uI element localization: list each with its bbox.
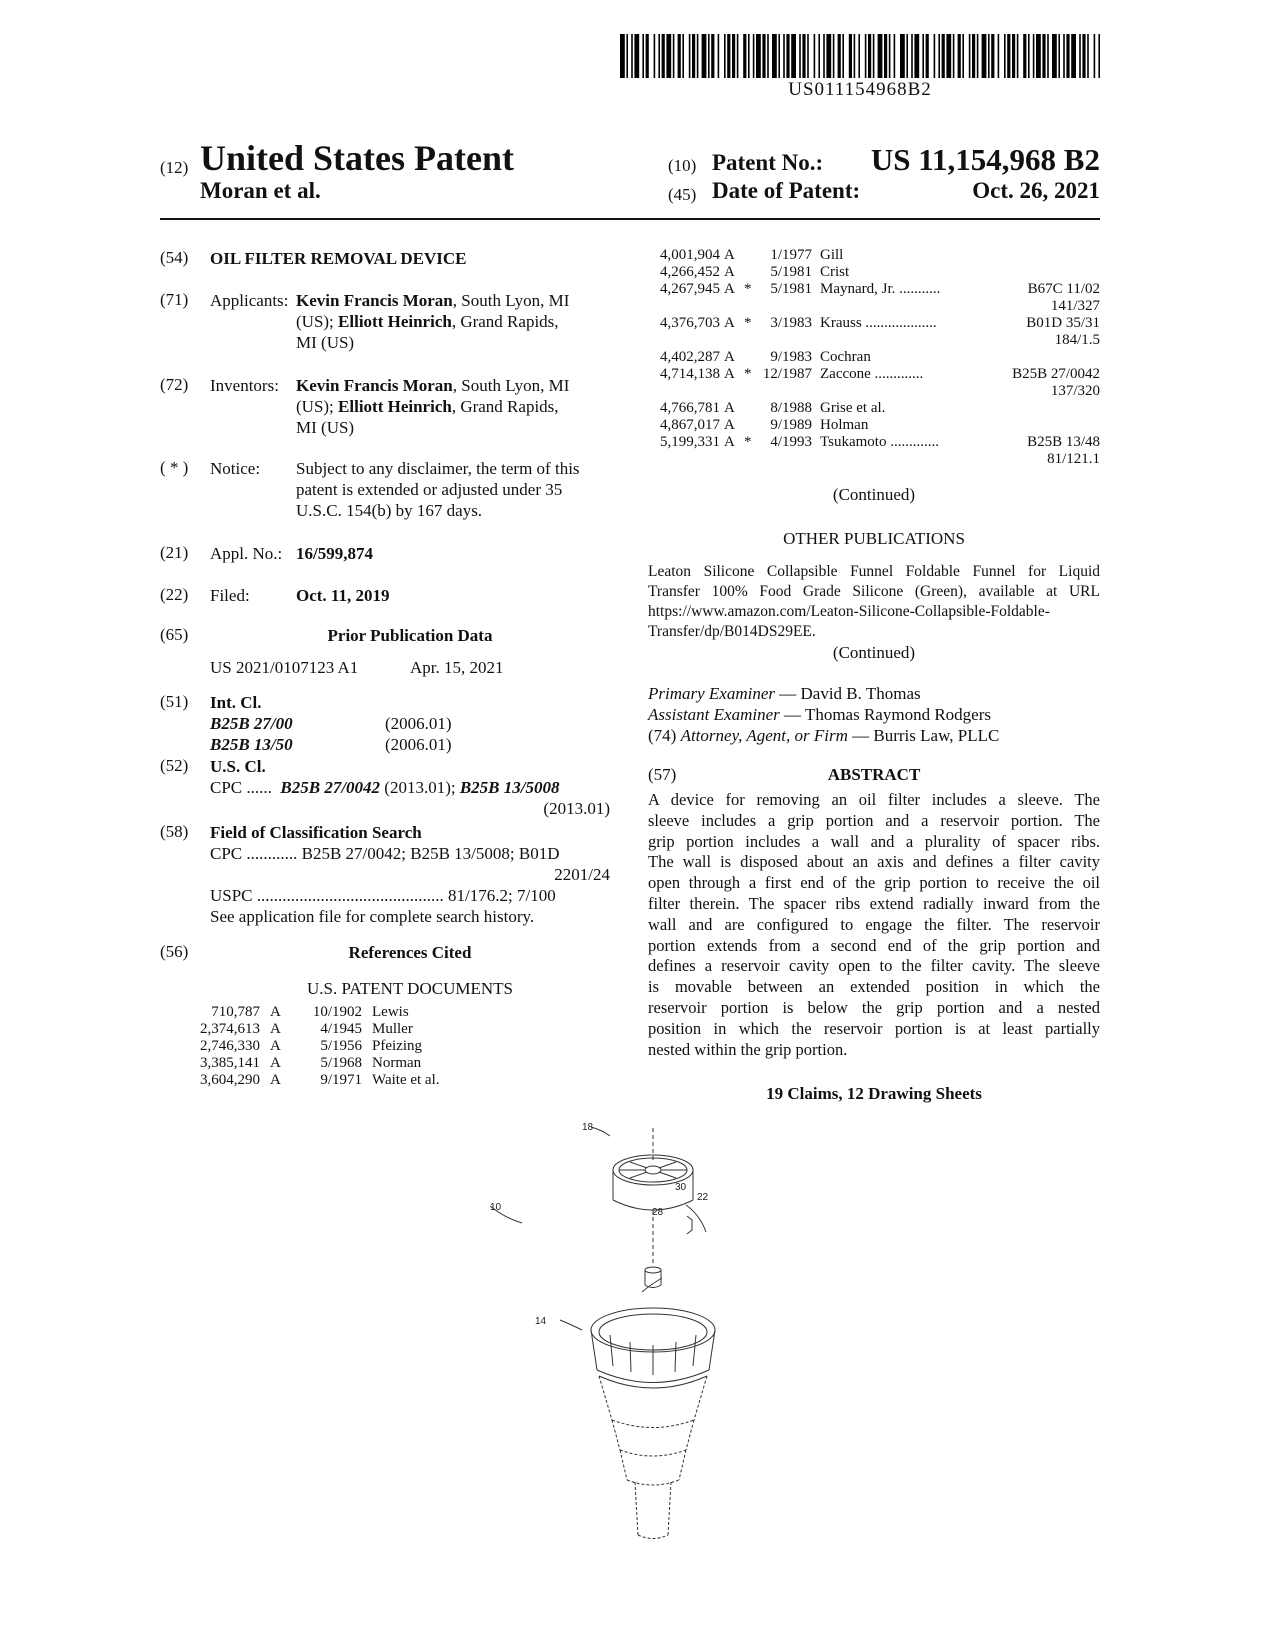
- barcode-bar: [849, 34, 852, 78]
- references-heading: References Cited: [348, 943, 472, 962]
- ref-name: Cochran: [820, 349, 871, 365]
- abstract-line: A device for removing an oil filter includes a sleeve. The: [648, 790, 1100, 809]
- barcode-bar: [620, 34, 625, 78]
- barcode-bar: [814, 34, 816, 78]
- ref-name: Grise et al.: [820, 400, 886, 416]
- ref-date: 5/1981: [770, 264, 812, 280]
- authors: Moran et al.: [200, 178, 321, 203]
- ref-name: Krauss ...................: [820, 315, 937, 331]
- leader-14: [560, 1320, 582, 1330]
- barcode-bar: [972, 34, 975, 78]
- field-search-uspc: USPC ............................................ 81/176.2; 7/100: [210, 886, 556, 905]
- abstract-line: filter therein. The spacer ribs extend radially inward from the: [648, 893, 1100, 913]
- ref-kind: A: [724, 264, 735, 280]
- barcode-bar: [1087, 34, 1089, 78]
- code-72: (72): [160, 375, 189, 394]
- ref-class-2: 81/121.1: [1047, 451, 1100, 467]
- barcode-bar: [727, 34, 730, 78]
- us-cl-cpc-date: (2013.01): [543, 799, 610, 818]
- barcode-bar: [1082, 34, 1085, 78]
- ref-name: Gill: [820, 247, 844, 263]
- ref-number: 3,604,290: [200, 1072, 260, 1088]
- int-cl-1-date: (2006.01): [385, 714, 452, 733]
- barcode-bar: [711, 34, 714, 78]
- abstract-line: position in which the reservoir portion is at least partially: [648, 1018, 1100, 1038]
- ref-kind: A: [724, 434, 735, 450]
- notice-text: Subject to any disclaimer, the term of this patent is extended or adjusted under 35 U.S.C. 154(b) by 167 days.: [296, 459, 580, 520]
- ref-class: B25B 13/48: [1027, 434, 1100, 450]
- barcode-bar: [938, 34, 940, 78]
- barcode-bar: [977, 34, 979, 78]
- ref-kind: A: [724, 349, 735, 365]
- other-pub-text: Leaton Silicone Collapsible Funnel Foldable Funnel for Liquid Transfer 100% Food Grade Silicone (Green), available at URL https://www.amazon.com/Leaton-Silicone-Collapsible-Foldable- Transfer/dp/B014DS29EE.: [648, 563, 1100, 640]
- ref-class: B25B 27/0042: [1012, 366, 1100, 382]
- code-57: (57): [648, 765, 677, 784]
- ref-class-2: 184/1.5: [1054, 332, 1100, 348]
- inventors-value: Kevin Francis Moran, South Lyon, MI (US); Elliott Heinrich, Grand Rapids, MI (US): [296, 376, 570, 437]
- assistant-examiner: Assistant Examiner — Thomas Raymond Rodgers: [648, 705, 991, 724]
- attorney: (74) Attorney, Agent, or Firm — Burris Law, PLLC: [648, 726, 1000, 745]
- appl-no-value: 16/599,874: [296, 544, 373, 563]
- patent-number: US 11,154,968 B2: [870, 142, 1100, 177]
- reference-row: [190, 1072, 610, 1089]
- barcode-bar: [914, 34, 919, 78]
- code-51: (51): [160, 692, 189, 711]
- ref-number: 4,267,945: [660, 281, 720, 297]
- reference-row: [648, 434, 1100, 468]
- barcode-bar: [1007, 34, 1010, 78]
- barcode-bar: [791, 34, 796, 78]
- ref-number: 4,266,452: [660, 264, 720, 280]
- ref-date: 5/1968: [320, 1055, 362, 1071]
- reference-row: [648, 366, 1100, 400]
- ref-number: 4,001,904: [660, 247, 720, 263]
- abstract-line: wall and are configured to engage the filter. The reservoir: [648, 914, 1100, 934]
- reference-row: [648, 247, 1100, 264]
- ref-name: Zaccone .............: [820, 366, 924, 382]
- barcode-bar: [922, 34, 924, 78]
- leader-30: [686, 1205, 706, 1232]
- ref-date: 8/1988: [770, 400, 812, 416]
- abstract-line: grip portion includes a wall and a plurality of spacer ribs.: [648, 831, 1100, 851]
- barcode-bar: [823, 34, 825, 78]
- ref-name: Maynard, Jr. ...........: [820, 281, 941, 297]
- ref-class-2: 141/327: [1050, 298, 1100, 314]
- barcode-bar: [799, 34, 801, 78]
- continued-refs: (Continued): [832, 485, 916, 504]
- barcode-bar: [826, 34, 831, 78]
- int-cl-1: B25B 27/00: [210, 714, 293, 733]
- ref-name: Crist: [820, 264, 850, 280]
- code-notice: ( * ): [160, 458, 189, 477]
- label-22: 22: [697, 1192, 709, 1203]
- field-search-cpc-2: 2201/24: [554, 865, 610, 884]
- ref-name: Tsukamoto .............: [820, 434, 939, 450]
- barcode-bar: [673, 34, 675, 78]
- date-label: Date of Patent:: [712, 178, 861, 203]
- barcode-bar: [865, 34, 867, 78]
- ref-name: Waite et al.: [372, 1072, 440, 1088]
- patent-drawing: [490, 1120, 790, 1560]
- int-cl-2-date: (2006.01): [385, 735, 452, 754]
- barcode-bar: [991, 34, 994, 78]
- label-30: 30: [675, 1182, 687, 1193]
- barcode-bar: [646, 34, 649, 78]
- barcode-bar: [1052, 34, 1057, 78]
- invention-title: OIL FILTER REMOVAL DEVICE: [210, 249, 467, 268]
- code-45: (45): [668, 185, 697, 204]
- barcode-number: US011154968B2: [788, 79, 932, 100]
- abstract-text: [648, 790, 1100, 1060]
- barcode-bar: [858, 34, 860, 78]
- barcode-bar: [1058, 34, 1060, 78]
- barcode-bar: [654, 34, 656, 78]
- patent-date: Oct. 26, 2021: [972, 178, 1100, 203]
- barcode-bar: [1071, 34, 1076, 78]
- abstract-line: open through a first end of the grip portion to receive the oil: [648, 873, 1100, 893]
- barcode-bar: [772, 34, 777, 78]
- barcode-bar: [1066, 34, 1069, 78]
- barcode-bar: [802, 34, 805, 78]
- us-cl-heading: U.S. Cl.: [210, 757, 266, 776]
- ref-star: *: [744, 366, 752, 382]
- ref-number: 4,867,017: [660, 417, 720, 433]
- barcode-bar: [724, 34, 726, 78]
- reference-row: [190, 1004, 610, 1021]
- code-22: (22): [160, 585, 189, 604]
- barcode-bar: [1042, 34, 1045, 78]
- barcode-bar: [953, 34, 955, 78]
- reservoir-sleeve: [599, 1376, 707, 1539]
- barcode-bar: [1098, 34, 1100, 78]
- claims-summary: 19 Claims, 12 Drawing Sheets: [766, 1084, 982, 1103]
- ref-date: 5/1956: [320, 1038, 362, 1054]
- barcode-bar: [906, 34, 908, 78]
- inventors-label: Inventors:: [210, 376, 279, 395]
- barcode-bar: [778, 34, 780, 78]
- other-pub-heading: OTHER PUBLICATIONS: [783, 529, 965, 548]
- barcode-bar: [1017, 34, 1019, 78]
- ref-date: 9/1983: [770, 349, 812, 365]
- ref-class: B67C 11/02: [1027, 281, 1100, 297]
- ref-number: 710,787: [211, 1004, 260, 1020]
- ref-date: 1/1977: [770, 247, 812, 263]
- ref-kind: A: [724, 247, 735, 263]
- grip-portion: [591, 1308, 715, 1388]
- reference-row: [648, 400, 1100, 417]
- barcode-bar: [743, 34, 746, 78]
- reference-row: [648, 417, 1100, 434]
- abstract-line: portion extends from a second end of the grip portion and: [648, 935, 1100, 955]
- ref-name: Muller: [372, 1021, 413, 1037]
- barcode-bar: [1023, 34, 1026, 78]
- barcode-bar: [958, 34, 961, 78]
- abstract-line: The wall is disposed about an axis and defines a filter cavity: [648, 852, 1100, 872]
- barcode-bar: [1012, 34, 1015, 78]
- label-10: 10: [490, 1202, 502, 1213]
- barcode-bar: [926, 34, 929, 78]
- barcode-bar: [1063, 34, 1065, 78]
- barcode-bar: [631, 34, 633, 78]
- barcode-bar: [1079, 34, 1081, 78]
- patent-heading: United States Patent: [200, 138, 514, 178]
- int-cl-heading: Int. Cl.: [210, 693, 262, 712]
- ref-kind: A: [270, 1038, 281, 1054]
- reference-row: [648, 281, 1100, 315]
- int-cl-2: B25B 13/50: [210, 735, 293, 754]
- code-10: (10): [668, 156, 697, 175]
- barcode-bar: [718, 34, 720, 78]
- barcode-bar: [783, 34, 785, 78]
- barcode-bar: [942, 34, 945, 78]
- barcode-bar: [753, 34, 755, 78]
- barcode-bar: [767, 34, 769, 78]
- barcode-bar: [833, 34, 835, 78]
- barcode-bar: [988, 34, 990, 78]
- plug-part: [645, 1267, 661, 1288]
- field-search-cpc: CPC ............ B25B 27/0042; B25B 13/5008; B01D: [210, 844, 560, 863]
- ref-number: 4,766,781: [660, 400, 720, 416]
- barcode-bar: [889, 34, 891, 78]
- abstract-line: nested within the grip portion.: [648, 1039, 848, 1059]
- barcode-bar: [884, 34, 887, 78]
- barcode-bar: [682, 34, 684, 78]
- barcode-bar: [692, 34, 695, 78]
- prior-pub-number: US 2021/0107123 A1: [210, 658, 359, 677]
- ref-class-2: 137/320: [1050, 383, 1100, 399]
- ref-number: 4,376,703: [660, 315, 720, 331]
- barcode-bar: [1028, 34, 1030, 78]
- barcode-bar: [998, 34, 1000, 78]
- ref-date: 3/1983: [770, 315, 812, 331]
- barcode-bar: [1047, 34, 1049, 78]
- us-cl-cpc: CPC ...... B25B 27/0042 (2013.01); B25B 13/5008: [210, 778, 560, 797]
- barcode: [620, 34, 1100, 78]
- ref-kind: A: [270, 1072, 281, 1088]
- ref-number: 3,385,141: [200, 1055, 260, 1071]
- barcode-bar: [756, 34, 761, 78]
- barcode-bar: [900, 34, 905, 78]
- reference-row: [648, 315, 1100, 349]
- ref-kind: A: [724, 400, 735, 416]
- ref-name: Pfeizing: [372, 1038, 422, 1054]
- ref-name: Lewis: [372, 1004, 409, 1020]
- ref-date: 9/1989: [770, 417, 812, 433]
- brace-22: [687, 1216, 692, 1234]
- ref-date: 4/1993: [770, 434, 812, 450]
- code-56: (56): [160, 942, 189, 961]
- primary-examiner: Primary Examiner — David B. Thomas: [648, 684, 921, 703]
- filed-value: Oct. 11, 2019: [296, 586, 390, 605]
- barcode-bar: [737, 34, 739, 78]
- ref-name: Holman: [820, 417, 869, 433]
- barcode-bar: [786, 34, 789, 78]
- barcode-bar: [748, 34, 750, 78]
- prior-pub-heading: Prior Publication Data: [327, 626, 493, 645]
- barcode-bar: [1036, 34, 1041, 78]
- abstract-line: reservoir portion is below the grip portion and a nested: [648, 997, 1100, 1017]
- ref-star: *: [744, 434, 752, 450]
- abstract-line: defines a reservoir cavity open to the filter cavity. The sleeve: [648, 956, 1100, 976]
- barcode-bar: [1033, 34, 1035, 78]
- ref-kind: A: [270, 1055, 281, 1071]
- applicants-value: Kevin Francis Moran, South Lyon, MI (US); Elliott Heinrich, Grand Rapids, MI (US): [296, 291, 570, 352]
- barcode-bar: [878, 34, 883, 78]
- barcode-bar: [873, 34, 875, 78]
- barcode-bar: [702, 34, 707, 78]
- abstract-line: is movable between an extended position in which the: [648, 977, 1100, 997]
- ref-date: 10/1902: [312, 1004, 362, 1020]
- barcode-bar: [732, 34, 735, 78]
- barcode-bar: [689, 34, 691, 78]
- filed-label: Filed:: [210, 586, 250, 605]
- continued-pubs: (Continued): [832, 643, 916, 662]
- ref-kind: A: [724, 315, 735, 331]
- barcode-bar: [818, 34, 820, 78]
- ref-number: 2,746,330: [200, 1038, 260, 1054]
- reference-row: [190, 1038, 610, 1055]
- label-18: 18: [582, 1122, 594, 1133]
- barcode-bar: [634, 34, 639, 78]
- ref-number: 5,199,331: [660, 434, 720, 450]
- ref-kind: A: [724, 366, 735, 382]
- barcode-bar: [762, 34, 765, 78]
- label-14: 14: [535, 1316, 547, 1327]
- header-rule: [160, 218, 1100, 220]
- field-search-heading: Field of Classification Search: [210, 823, 422, 842]
- ref-date: 12/1987: [762, 366, 812, 382]
- us-patent-docs-heading: U.S. PATENT DOCUMENTS: [307, 979, 513, 998]
- ref-kind: A: [270, 1021, 281, 1037]
- ref-star: *: [744, 281, 752, 297]
- code-58: (58): [160, 822, 189, 841]
- barcode-bar: [708, 34, 710, 78]
- appl-no-label: Appl. No.:: [210, 544, 283, 563]
- code-65: (65): [160, 625, 189, 644]
- barcode-bar: [1094, 34, 1096, 78]
- reference-row: [190, 1021, 610, 1038]
- prior-pub-date: Apr. 15, 2021: [410, 658, 504, 677]
- barcode-bar: [678, 34, 681, 78]
- ref-kind: A: [724, 417, 735, 433]
- barcode-bar: [982, 34, 987, 78]
- barcode-bar: [697, 34, 699, 78]
- barcode-bar: [642, 34, 644, 78]
- barcode-bar: [868, 34, 871, 78]
- ref-date: 4/1945: [320, 1021, 362, 1037]
- barcode-bar: [666, 34, 671, 78]
- ref-name: Norman: [372, 1055, 422, 1071]
- ref-number: 4,714,138: [660, 366, 720, 382]
- leader-18: [591, 1127, 610, 1136]
- abstract-heading: ABSTRACT: [827, 765, 921, 784]
- barcode-bar: [838, 34, 841, 78]
- barcode-bar: [962, 34, 964, 78]
- ref-kind: A: [724, 281, 735, 297]
- ref-star: *: [744, 315, 752, 331]
- notice-label: Notice:: [210, 459, 261, 478]
- patent-no-label: Patent No.:: [712, 150, 824, 175]
- reference-row: [648, 264, 1100, 281]
- ref-number: 2,374,613: [200, 1021, 260, 1037]
- barcode-bar: [894, 34, 896, 78]
- barcode-bar: [807, 34, 809, 78]
- barcode-bar: [1004, 34, 1006, 78]
- label-28: 28: [652, 1207, 664, 1218]
- barcode-bar: [934, 34, 936, 78]
- abstract-line: sleeve includes a grip portion and a reservoir portion. The: [648, 810, 1100, 830]
- applicants-label: Applicants:: [210, 291, 289, 310]
- reference-row: [648, 349, 1100, 366]
- ref-date: 9/1971: [320, 1072, 362, 1088]
- barcode-bar: [658, 34, 660, 78]
- barcode-bar: [854, 34, 856, 78]
- ref-date: 5/1981: [770, 281, 812, 297]
- barcode-bar: [946, 34, 951, 78]
- code-52: (52): [160, 756, 189, 775]
- ref-number: 4,402,287: [660, 349, 720, 365]
- field-search-see: See application file for complete search history.: [210, 907, 535, 926]
- ref-kind: A: [270, 1004, 281, 1020]
- code-54: (54): [160, 248, 189, 267]
- reference-row: [190, 1055, 610, 1072]
- barcode-bar: [911, 34, 913, 78]
- code-71: (71): [160, 290, 189, 309]
- ref-class: B01D 35/31: [1026, 315, 1100, 331]
- barcode-bar: [626, 34, 628, 78]
- code-21: (21): [160, 543, 189, 562]
- barcode-bar: [662, 34, 665, 78]
- barcode-bar: [969, 34, 971, 78]
- code-12: (12): [160, 158, 189, 177]
- barcode-bar: [842, 34, 844, 78]
